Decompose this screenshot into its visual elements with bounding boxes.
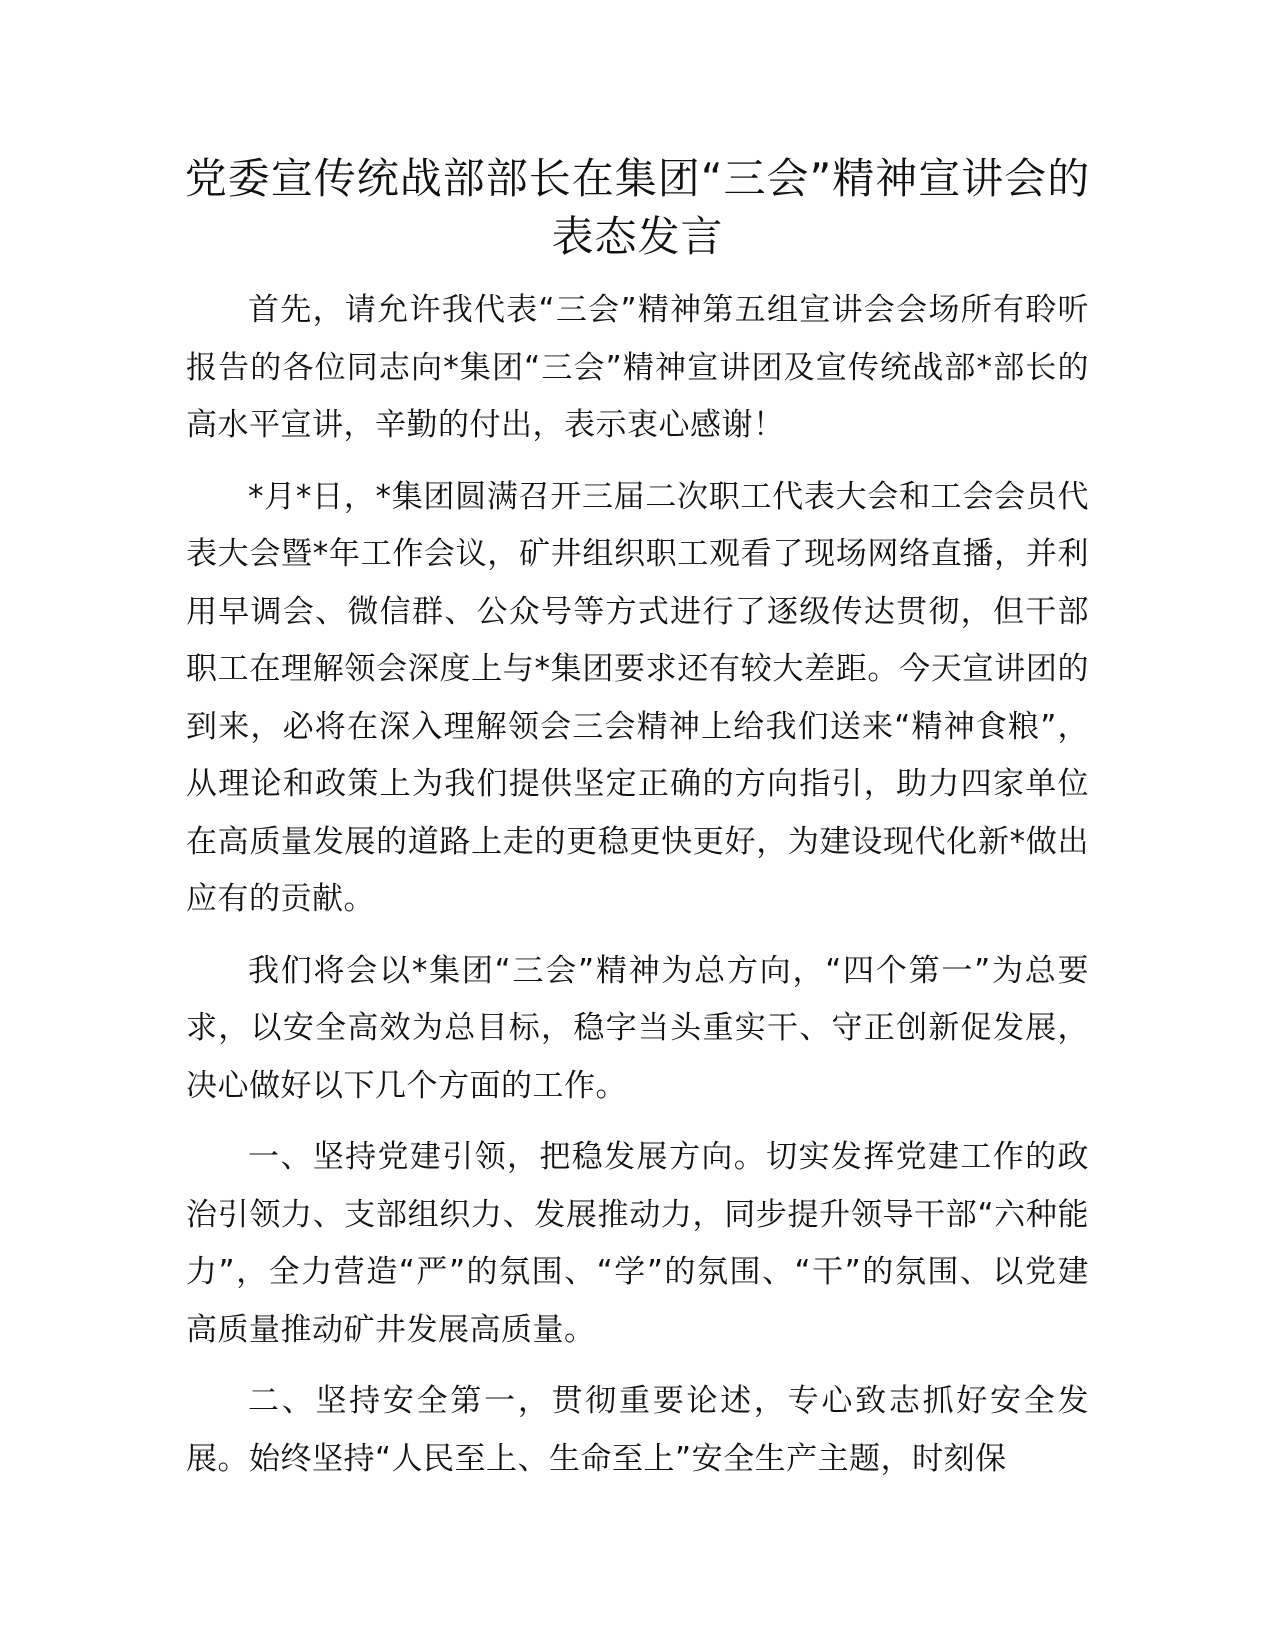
document-title: 党委宣传统战部部长在集团“三会”精神宣讲会的表态发言 xyxy=(184,154,1091,261)
paragraph-3: 我们将会以*集团“三会”精神为总方向，“四个第一”为总要求，以安全高效为总目标，稳字当头重实干、守正创新促发展，决心做好以下几个方面的工作。 xyxy=(186,952,1089,1104)
document-body xyxy=(186,282,1089,1502)
paragraph-2: *月*日，*集团圆满召开三届二次职工代表大会和工会会员代表大会暨*年工作会议，矿井组织职工观看了现场网络直播，并利用早调会、微信群、公众号等方式进行了逐级传达贯彻，但干部职工在理解领会深度上与*集团要求还有较大差距。今天宣讲团的到来，必将在深入理解领会三会精神上给我们送来“精神食粮”，从理论和政策上为我们提供坚定正确的方向指引，助力四家单位在高质量发展的道路上走的更稳更快更好，为建设现代化新*做出应有的贡献。 xyxy=(186,478,1089,917)
paragraph-1: 首先，请允许我代表“三会”精神第五组宣讲会会场所有聆听报告的各位同志向*集团“三会”精神宣讲团及宣传统战部*部长的高水平宣讲，辛勤的付出，表示衷心感谢！ xyxy=(186,292,1089,443)
paragraph-5: 二、坚持安全第一，贯彻重要论述，专心致志抓好安全发展。始终坚持“人民至上、生命至上”安全生产主题，时刻保 xyxy=(186,1383,1089,1477)
paragraph-4: 一、坚持党建引领，把稳发展方向。切实发挥党建工作的政治引领力、支部组织力、发展推动力，同步提升领导干部“六种能力”，全力营造“严”的氛围、“学”的氛围、“干”的氛围、以党建高质量推动矿井发展高质量。 xyxy=(186,1139,1089,1348)
